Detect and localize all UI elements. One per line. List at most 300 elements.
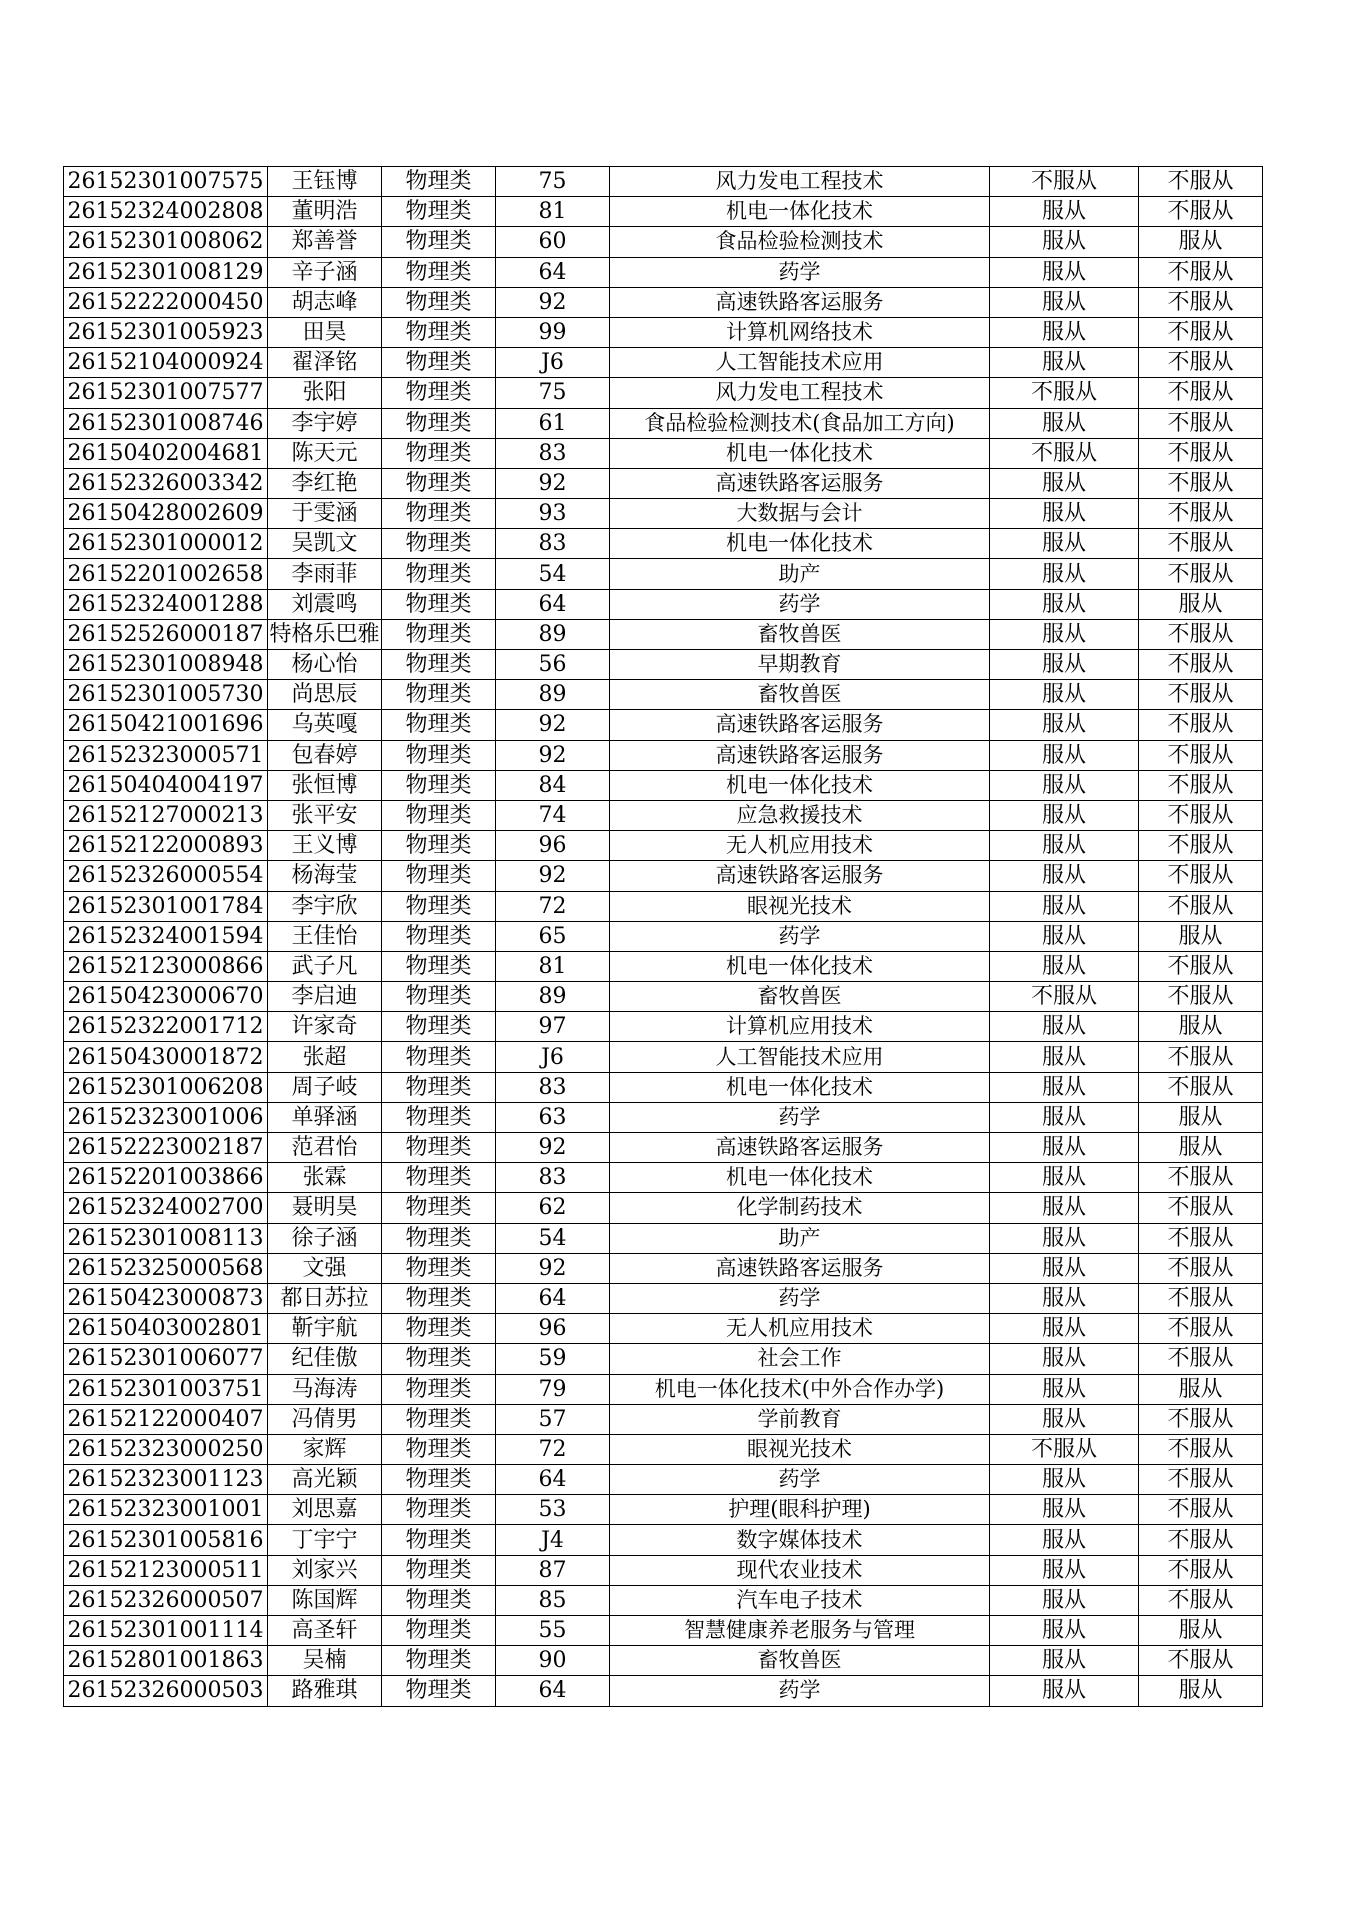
adjust-cell: 不服从 xyxy=(990,1434,1139,1464)
code-cell: 72 xyxy=(496,1434,610,1464)
accept-cell: 服从 xyxy=(1139,1676,1263,1706)
subject-category-cell: 物理类 xyxy=(382,1223,496,1253)
adjust-cell: 服从 xyxy=(990,1495,1139,1525)
code-cell: 84 xyxy=(496,770,610,800)
table-row xyxy=(64,1374,1263,1404)
accept-cell: 不服从 xyxy=(1139,982,1263,1012)
accept-cell: 不服从 xyxy=(1139,559,1263,589)
accept-cell: 不服从 xyxy=(1139,1193,1263,1223)
code-cell: 83 xyxy=(496,529,610,559)
code-cell: 53 xyxy=(496,1495,610,1525)
subject-category-cell: 物理类 xyxy=(382,1555,496,1585)
accept-cell: 不服从 xyxy=(1139,1253,1263,1283)
subject-category-cell: 物理类 xyxy=(382,1253,496,1283)
table-row xyxy=(64,1676,1263,1706)
adjust-cell: 服从 xyxy=(990,1465,1139,1495)
table-row xyxy=(64,468,1263,498)
subject-category-cell: 物理类 xyxy=(382,1374,496,1404)
accept-cell: 服从 xyxy=(1139,921,1263,951)
major-cell: 食品检验检测技术(食品加工方向) xyxy=(610,408,990,438)
name-cell: 家辉 xyxy=(268,1434,382,1464)
name-cell: 王义博 xyxy=(268,831,382,861)
name-cell: 李雨菲 xyxy=(268,559,382,589)
adjust-cell: 服从 xyxy=(990,1555,1139,1585)
subject-category-cell: 物理类 xyxy=(382,891,496,921)
adjust-cell: 服从 xyxy=(990,770,1139,800)
adjust-cell: 服从 xyxy=(990,1102,1139,1132)
code-cell: 92 xyxy=(496,468,610,498)
adjust-cell: 服从 xyxy=(990,680,1139,710)
major-cell: 机电一体化技术 xyxy=(610,197,990,227)
major-cell: 高速铁路客运服务 xyxy=(610,861,990,891)
name-cell: 李宇欣 xyxy=(268,891,382,921)
adjust-cell: 服从 xyxy=(990,800,1139,830)
accept-cell: 不服从 xyxy=(1139,740,1263,770)
table-row xyxy=(64,921,1263,951)
exam-id-cell: 26152323000571 xyxy=(64,740,268,770)
name-cell: 刘震鸣 xyxy=(268,589,382,619)
subject-category-cell: 物理类 xyxy=(382,740,496,770)
accept-cell: 不服从 xyxy=(1139,770,1263,800)
exam-id-cell: 26150403002801 xyxy=(64,1314,268,1344)
adjust-cell: 服从 xyxy=(990,348,1139,378)
code-cell: 75 xyxy=(496,378,610,408)
name-cell: 周子岐 xyxy=(268,1072,382,1102)
major-cell: 机电一体化技术 xyxy=(610,438,990,468)
adjust-cell: 不服从 xyxy=(990,378,1139,408)
exam-id-cell: 26152222000450 xyxy=(64,287,268,317)
table-row xyxy=(64,197,1263,227)
code-cell: J6 xyxy=(496,348,610,378)
exam-id-cell: 26150404004197 xyxy=(64,770,268,800)
accept-cell: 不服从 xyxy=(1139,1283,1263,1313)
subject-category-cell: 物理类 xyxy=(382,317,496,347)
code-cell: 64 xyxy=(496,1465,610,1495)
subject-category-cell: 物理类 xyxy=(382,861,496,891)
table-row xyxy=(64,710,1263,740)
subject-category-cell: 物理类 xyxy=(382,951,496,981)
exam-id-cell: 26152326000503 xyxy=(64,1676,268,1706)
subject-category-cell: 物理类 xyxy=(382,800,496,830)
table-row xyxy=(64,529,1263,559)
name-cell: 刘家兴 xyxy=(268,1555,382,1585)
name-cell: 路雅琪 xyxy=(268,1676,382,1706)
table-row xyxy=(64,951,1263,981)
exam-id-cell: 26152325000568 xyxy=(64,1253,268,1283)
exam-id-cell: 26150423000670 xyxy=(64,982,268,1012)
name-cell: 李启迪 xyxy=(268,982,382,1012)
table-row xyxy=(64,559,1263,589)
exam-id-cell: 26152301007575 xyxy=(64,167,268,197)
major-cell: 社会工作 xyxy=(610,1344,990,1374)
major-cell: 眼视光技术 xyxy=(610,1434,990,1464)
code-cell: 96 xyxy=(496,1314,610,1344)
exam-id-cell: 26152301001784 xyxy=(64,891,268,921)
name-cell: 杨海莹 xyxy=(268,861,382,891)
name-cell: 王佳怡 xyxy=(268,921,382,951)
accept-cell: 不服从 xyxy=(1139,650,1263,680)
adjust-cell: 服从 xyxy=(990,468,1139,498)
code-cell: 61 xyxy=(496,408,610,438)
adjust-cell: 服从 xyxy=(990,891,1139,921)
accept-cell: 不服从 xyxy=(1139,1404,1263,1434)
accept-cell: 不服从 xyxy=(1139,891,1263,921)
code-cell: 85 xyxy=(496,1585,610,1615)
accept-cell: 不服从 xyxy=(1139,1555,1263,1585)
code-cell: 57 xyxy=(496,1404,610,1434)
subject-category-cell: 物理类 xyxy=(382,1283,496,1313)
exam-id-cell: 26152301008113 xyxy=(64,1223,268,1253)
name-cell: 丁宇宁 xyxy=(268,1525,382,1555)
exam-id-cell: 26150421001696 xyxy=(64,710,268,740)
table-row xyxy=(64,408,1263,438)
accept-cell: 不服从 xyxy=(1139,861,1263,891)
major-cell: 现代农业技术 xyxy=(610,1555,990,1585)
name-cell: 董明浩 xyxy=(268,197,382,227)
exam-id-cell: 26152123000511 xyxy=(64,1555,268,1585)
code-cell: 72 xyxy=(496,891,610,921)
exam-id-cell: 26152323001006 xyxy=(64,1102,268,1132)
exam-id-cell: 26152526000187 xyxy=(64,619,268,649)
code-cell: 92 xyxy=(496,1133,610,1163)
accept-cell: 服从 xyxy=(1139,1374,1263,1404)
name-cell: 都日苏拉 xyxy=(268,1283,382,1313)
adjust-cell: 服从 xyxy=(990,408,1139,438)
exam-id-cell: 26152324001288 xyxy=(64,589,268,619)
adjust-cell: 不服从 xyxy=(990,167,1139,197)
exam-id-cell: 26152801001863 xyxy=(64,1646,268,1676)
code-cell: 81 xyxy=(496,951,610,981)
accept-cell: 不服从 xyxy=(1139,1314,1263,1344)
adjust-cell: 服从 xyxy=(990,1646,1139,1676)
exam-id-cell: 26150402004681 xyxy=(64,438,268,468)
table-row xyxy=(64,1072,1263,1102)
name-cell: 冯倩男 xyxy=(268,1404,382,1434)
table-row xyxy=(64,1012,1263,1042)
exam-id-cell: 26152123000866 xyxy=(64,951,268,981)
name-cell: 于雯涵 xyxy=(268,499,382,529)
code-cell: 92 xyxy=(496,740,610,770)
exam-id-cell: 26152127000213 xyxy=(64,800,268,830)
table-row xyxy=(64,1133,1263,1163)
adjust-cell: 服从 xyxy=(990,619,1139,649)
exam-id-cell: 26152324001594 xyxy=(64,921,268,951)
table-row xyxy=(64,438,1263,468)
code-cell: 83 xyxy=(496,438,610,468)
adjust-cell: 服从 xyxy=(990,831,1139,861)
exam-id-cell: 26152201002658 xyxy=(64,559,268,589)
exam-id-cell: 26152301006077 xyxy=(64,1344,268,1374)
subject-category-cell: 物理类 xyxy=(382,1646,496,1676)
code-cell: 81 xyxy=(496,197,610,227)
adjust-cell: 服从 xyxy=(990,227,1139,257)
table-row xyxy=(64,800,1263,830)
name-cell: 武子凡 xyxy=(268,951,382,981)
major-cell: 助产 xyxy=(610,1223,990,1253)
subject-category-cell: 物理类 xyxy=(382,831,496,861)
name-cell: 乌英嘎 xyxy=(268,710,382,740)
table-row xyxy=(64,1434,1263,1464)
subject-category-cell: 物理类 xyxy=(382,1193,496,1223)
adjust-cell: 服从 xyxy=(990,589,1139,619)
table-row xyxy=(64,1283,1263,1313)
subject-category-cell: 物理类 xyxy=(382,1404,496,1434)
adjust-cell: 服从 xyxy=(990,1012,1139,1042)
adjust-cell: 服从 xyxy=(990,499,1139,529)
major-cell: 机电一体化技术 xyxy=(610,951,990,981)
exam-id-cell: 26152301005923 xyxy=(64,317,268,347)
exam-id-cell: 26152301007577 xyxy=(64,378,268,408)
name-cell: 马海涛 xyxy=(268,1374,382,1404)
exam-id-cell: 26152301008062 xyxy=(64,227,268,257)
table-row xyxy=(64,378,1263,408)
accept-cell: 不服从 xyxy=(1139,287,1263,317)
accept-cell: 不服从 xyxy=(1139,1072,1263,1102)
code-cell: 97 xyxy=(496,1012,610,1042)
major-cell: 计算机应用技术 xyxy=(610,1012,990,1042)
name-cell: 陈国辉 xyxy=(268,1585,382,1615)
accept-cell: 不服从 xyxy=(1139,1434,1263,1464)
accept-cell: 不服从 xyxy=(1139,468,1263,498)
exam-id-cell: 26152323001001 xyxy=(64,1495,268,1525)
name-cell: 吴凯文 xyxy=(268,529,382,559)
adjust-cell: 服从 xyxy=(990,197,1139,227)
adjust-cell: 服从 xyxy=(990,740,1139,770)
table-row xyxy=(64,1102,1263,1132)
table-row xyxy=(64,831,1263,861)
code-cell: J4 xyxy=(496,1525,610,1555)
major-cell: 机电一体化技术 xyxy=(610,1163,990,1193)
accept-cell: 不服从 xyxy=(1139,499,1263,529)
exam-id-cell: 26152326000507 xyxy=(64,1585,268,1615)
adjust-cell: 服从 xyxy=(990,1374,1139,1404)
adjust-cell: 服从 xyxy=(990,1253,1139,1283)
code-cell: 99 xyxy=(496,317,610,347)
major-cell: 食品检验检测技术 xyxy=(610,227,990,257)
subject-category-cell: 物理类 xyxy=(382,1495,496,1525)
name-cell: 张阳 xyxy=(268,378,382,408)
subject-category-cell: 物理类 xyxy=(382,378,496,408)
exam-id-cell: 26152122000407 xyxy=(64,1404,268,1434)
accept-cell: 不服从 xyxy=(1139,1344,1263,1374)
name-cell: 靳宇航 xyxy=(268,1314,382,1344)
table-row xyxy=(64,1646,1263,1676)
code-cell: 92 xyxy=(496,1253,610,1283)
major-cell: 汽车电子技术 xyxy=(610,1585,990,1615)
name-cell: 尚思辰 xyxy=(268,680,382,710)
table-row xyxy=(64,740,1263,770)
name-cell: 范君怡 xyxy=(268,1133,382,1163)
accept-cell: 不服从 xyxy=(1139,257,1263,287)
major-cell: 人工智能技术应用 xyxy=(610,1042,990,1072)
major-cell: 大数据与会计 xyxy=(610,499,990,529)
major-cell: 药学 xyxy=(610,257,990,287)
table-row xyxy=(64,1555,1263,1585)
table-row xyxy=(64,317,1263,347)
code-cell: 89 xyxy=(496,619,610,649)
accept-cell: 不服从 xyxy=(1139,619,1263,649)
table-row xyxy=(64,227,1263,257)
major-cell: 畜牧兽医 xyxy=(610,1646,990,1676)
subject-category-cell: 物理类 xyxy=(382,680,496,710)
major-cell: 无人机应用技术 xyxy=(610,831,990,861)
code-cell: 92 xyxy=(496,710,610,740)
name-cell: 王钰博 xyxy=(268,167,382,197)
accept-cell: 不服从 xyxy=(1139,197,1263,227)
major-cell: 风力发电工程技术 xyxy=(610,378,990,408)
accept-cell: 不服从 xyxy=(1139,1163,1263,1193)
name-cell: 张霖 xyxy=(268,1163,382,1193)
major-cell: 机电一体化技术(中外合作办学) xyxy=(610,1374,990,1404)
accept-cell: 不服从 xyxy=(1139,317,1263,347)
table-row xyxy=(64,1163,1263,1193)
exam-id-cell: 26152301003751 xyxy=(64,1374,268,1404)
major-cell: 助产 xyxy=(610,559,990,589)
code-cell: 79 xyxy=(496,1374,610,1404)
table-row xyxy=(64,619,1263,649)
subject-category-cell: 物理类 xyxy=(382,167,496,197)
code-cell: 65 xyxy=(496,921,610,951)
code-cell: 89 xyxy=(496,982,610,1012)
exam-id-cell: 26150428002609 xyxy=(64,499,268,529)
table-row xyxy=(64,1616,1263,1646)
table-row xyxy=(64,499,1263,529)
name-cell: 刘思嘉 xyxy=(268,1495,382,1525)
exam-id-cell: 26152326000554 xyxy=(64,861,268,891)
table-row xyxy=(64,348,1263,378)
adjust-cell: 服从 xyxy=(990,1314,1139,1344)
major-cell: 人工智能技术应用 xyxy=(610,348,990,378)
major-cell: 药学 xyxy=(610,1676,990,1706)
adjust-cell: 服从 xyxy=(990,1344,1139,1374)
exam-id-cell: 26152324002808 xyxy=(64,197,268,227)
exam-id-cell: 26152301008129 xyxy=(64,257,268,287)
accept-cell: 不服从 xyxy=(1139,167,1263,197)
exam-id-cell: 26152323001123 xyxy=(64,1465,268,1495)
adjust-cell: 服从 xyxy=(990,650,1139,680)
major-cell: 高速铁路客运服务 xyxy=(610,1253,990,1283)
major-cell: 化学制药技术 xyxy=(610,1193,990,1223)
subject-category-cell: 物理类 xyxy=(382,982,496,1012)
adjust-cell: 服从 xyxy=(990,1133,1139,1163)
exam-id-cell: 26152301001114 xyxy=(64,1616,268,1646)
name-cell: 李红艳 xyxy=(268,468,382,498)
subject-category-cell: 物理类 xyxy=(382,348,496,378)
accept-cell: 不服从 xyxy=(1139,1042,1263,1072)
major-cell: 药学 xyxy=(610,589,990,619)
adjust-cell: 不服从 xyxy=(990,438,1139,468)
table-row xyxy=(64,1314,1263,1344)
code-cell: 60 xyxy=(496,227,610,257)
table-row xyxy=(64,287,1263,317)
subject-category-cell: 物理类 xyxy=(382,710,496,740)
adjust-cell: 服从 xyxy=(990,1042,1139,1072)
major-cell: 高速铁路客运服务 xyxy=(610,740,990,770)
major-cell: 数字媒体技术 xyxy=(610,1525,990,1555)
accept-cell: 服从 xyxy=(1139,1616,1263,1646)
name-cell: 许家奇 xyxy=(268,1012,382,1042)
code-cell: 64 xyxy=(496,1676,610,1706)
exam-id-cell: 26152301008948 xyxy=(64,650,268,680)
adjust-cell: 服从 xyxy=(990,1223,1139,1253)
accept-cell: 不服从 xyxy=(1139,1585,1263,1615)
subject-category-cell: 物理类 xyxy=(382,529,496,559)
table-row xyxy=(64,861,1263,891)
major-cell: 早期教育 xyxy=(610,650,990,680)
subject-category-cell: 物理类 xyxy=(382,1314,496,1344)
adjust-cell: 服从 xyxy=(990,317,1139,347)
exam-id-cell: 26152201003866 xyxy=(64,1163,268,1193)
code-cell: 87 xyxy=(496,1555,610,1585)
code-cell: 62 xyxy=(496,1193,610,1223)
code-cell: 54 xyxy=(496,1223,610,1253)
name-cell: 文强 xyxy=(268,1253,382,1283)
major-cell: 机电一体化技术 xyxy=(610,770,990,800)
name-cell: 高光颖 xyxy=(268,1465,382,1495)
adjust-cell: 不服从 xyxy=(990,982,1139,1012)
code-cell: 64 xyxy=(496,1283,610,1313)
adjust-cell: 服从 xyxy=(990,710,1139,740)
major-cell: 高速铁路客运服务 xyxy=(610,287,990,317)
exam-id-cell: 26152122000893 xyxy=(64,831,268,861)
code-cell: 54 xyxy=(496,559,610,589)
adjust-cell: 服从 xyxy=(990,559,1139,589)
subject-category-cell: 物理类 xyxy=(382,589,496,619)
subject-category-cell: 物理类 xyxy=(382,1465,496,1495)
accept-cell: 不服从 xyxy=(1139,951,1263,981)
subject-category-cell: 物理类 xyxy=(382,619,496,649)
major-cell: 畜牧兽医 xyxy=(610,680,990,710)
code-cell: J6 xyxy=(496,1042,610,1072)
subject-category-cell: 物理类 xyxy=(382,770,496,800)
exam-id-cell: 26152326003342 xyxy=(64,468,268,498)
code-cell: 75 xyxy=(496,167,610,197)
name-cell: 特格乐巴雅 xyxy=(268,619,382,649)
table-row xyxy=(64,1193,1263,1223)
code-cell: 55 xyxy=(496,1616,610,1646)
name-cell: 李宇婷 xyxy=(268,408,382,438)
adjust-cell: 服从 xyxy=(990,921,1139,951)
major-cell: 护理(眼科护理) xyxy=(610,1495,990,1525)
table-row xyxy=(64,680,1263,710)
code-cell: 83 xyxy=(496,1163,610,1193)
subject-category-cell: 物理类 xyxy=(382,1616,496,1646)
exam-id-cell: 26152301005816 xyxy=(64,1525,268,1555)
table-row xyxy=(64,1223,1263,1253)
subject-category-cell: 物理类 xyxy=(382,1434,496,1464)
name-cell: 单驿涵 xyxy=(268,1102,382,1132)
major-cell: 学前教育 xyxy=(610,1404,990,1434)
subject-category-cell: 物理类 xyxy=(382,1102,496,1132)
name-cell: 张平安 xyxy=(268,800,382,830)
subject-category-cell: 物理类 xyxy=(382,287,496,317)
subject-category-cell: 物理类 xyxy=(382,559,496,589)
adjust-cell: 服从 xyxy=(990,951,1139,981)
accept-cell: 不服从 xyxy=(1139,408,1263,438)
exam-id-cell: 26152301000012 xyxy=(64,529,268,559)
major-cell: 计算机网络技术 xyxy=(610,317,990,347)
table-row xyxy=(64,257,1263,287)
accept-cell: 不服从 xyxy=(1139,1465,1263,1495)
accept-cell: 不服从 xyxy=(1139,1495,1263,1525)
name-cell: 陈天元 xyxy=(268,438,382,468)
adjust-cell: 服从 xyxy=(990,1283,1139,1313)
major-cell: 畜牧兽医 xyxy=(610,982,990,1012)
accept-cell: 不服从 xyxy=(1139,831,1263,861)
major-cell: 机电一体化技术 xyxy=(610,529,990,559)
exam-id-cell: 26152301008746 xyxy=(64,408,268,438)
exam-id-cell: 26152301005730 xyxy=(64,680,268,710)
